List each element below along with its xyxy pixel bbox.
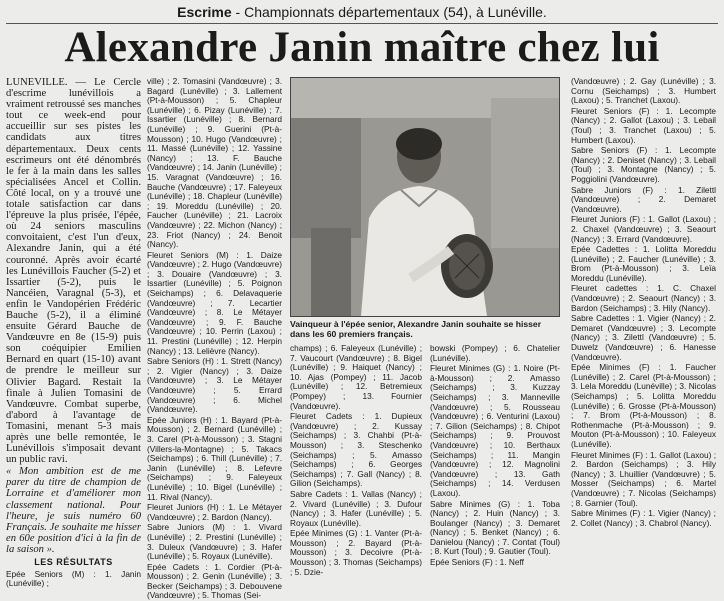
result-block: bowski (Pompey) ; 6. Chatelier (Lunéville). [430,343,560,363]
result-block: Sabre Cadets : 1. Vallas (Nancy) ; 2. Vivard (Lunéville) ; 3. Dufour (Nancy) ; 3. Hafer (Lunéville) ; 5. Royaux (Lunéville). [290,488,422,528]
result-block: Fleuret Seniors (F) : 1. Lecompte (Nancy) ; 2. Gallot (Laxou) ; 3. Lebail (Toul) ; 3. Tranchet (Laxou) ; 5. Humbert (Laxou). [571,105,716,145]
result-block: Fleuret Juniors (F) : 1. Gallot (Laxou) ; 2. Chaxel (Vandœuvre) ; 3. Seaourt (Nancy) ; 3. Errard (Vandœuvre). [571,214,716,244]
headline: Alexandre Janin maître chez lui [64,24,660,71]
result-block: ville) ; 2. Tomasini (Vandœuvre) ; 3. Bagard (Lunéville) ; 3. Lallement (Pt-à-Mousson) ; 5. Chapleur (Lunéville) ; 6. Pizay (Lunéville) ; 7. Issartier (Lunéville) ; 8. Bernard (Lunéville) ; 9. Guerini (Pt-à-Mousson) ; 10. Hugo (Vandœuvre) ; 11. Massé (Lunéville) ; 12. Yassine (Nancy) ; 13. F. Bauche (Vandœuvre) ; 14. Janin (Lunéville) ; 15. Varagnat (Vandœuvre) ; 16. Bauche (Vandœuvre) ; 17. Faleyeux (Lunéville) ; 18. Chapleur (Lunéville) ; 19. Moreddu (Lunéville) ; 20. Faucher (Lunéville) ; 21. Lacroix (Vandœuvre) ; 22. Michon (Nancy) ; 23. Friot (Nancy) ; 24. Benoit (Nancy). [147,76,282,250]
section-subtitle: - Championnats départementaux (54), à Lunéville. [231,4,547,20]
result-block: Sabre Minimes (G) : 1. Toba (Nancy) ; 2. Huin (Nancy) ; 3. Boulanger (Nancy) ; 3. Demaret (Nancy) ; 5. Benket (Nancy) ; 6. Danielou (Nancy) ; 7. Contat (Toul) ; 8. Kurt (Toul) ; 9. Gautier (Toul). [430,498,560,557]
section-name: Escrime [177,4,232,20]
result-block: Epée Cadettes : 1. Lolitta Moreddu (Lunéville) ; 2. Faucher (Lunéville) ; 3. Brom (Pt-à-Mousson) ; 3. Leïa Moreddu (Lunéville). [571,244,716,283]
result-block: Fleuret Juniors (H) : 1. Le Métayer (Vandœuvre) ; 2. Bardon (Nancy). [147,502,282,522]
result-block: Epée Minimes (F) : 1. Faucher (Lunéville) ; 2. Carel (Pt-à-Mousson) ; 3. Lela Moreddu (Lunéville) ; 3. Nicolas (Seichamps) ; 5. Lolitta Moreddu (Lunéville) ; 6. Grosse (Pt-à-Mousson) ; 7. Brom (Pt-à-Mousson) ; 8. Rothenmache (Pt-à-Mousson) ; 9. Mouton (Pt-à-Mousson) ; 10. Faleyeux (Lunéville). [571,362,716,449]
results-column-2 [147,76,282,601]
photo-caption: Vainqueur à l'épée senior, Alexandre Janin souhaite se hisser dans les 60 premiers français. [290,319,542,339]
result-block: Epée Minimes (G) : 1. Vanter (Pt-à-Mousson) ; 2. Bayard (Pt-à-Mousson) ; 3. Decoivre (Pt-à-Mousson) ; 3. Thomas (Seichamps) ; 5. Dzie- [290,528,422,577]
result-block: Sabre Minimes (F) : 1. Vigier (Nancy) ; 2. Collet (Nancy) ; 3. Chabrol (Nancy). [571,508,716,528]
result-block: Sabre Seniors (H) : 1. Strett (Nancy) ; 2. Vigier (Nancy) ; 3. Daize (Vandœuvre) ; 3. Le Métayer (Vandœuvre) ; 5. Errard (Vandœuvre) ; 6. Michel (Vandœuvre). [147,356,282,415]
results-title: LES RÉSULTATS [34,557,113,568]
result-block: champs) ; 6. Faleyeux (Lunéville) ; 7. Vaucourt (Vandœuvre) ; 8. Bigel (Lunéville) ; 9. Haiquet (Nancy) ; 10. Ajas (Pompey) ; 11. Jacob (Lunéville) ; 12. Betremieux (Pompey) ; 13. Fournier (Vandœuvre). [290,343,422,411]
result-block: Fleuret Cadets : 1. Dupieux (Vandœuvre) ; 2. Kussay (Seichamps) ; 3. Chahbi (Pt-à-Mousson) ; 3. Steschenko (Seichamps) ; 5. Amasso (Seichamps) ; 6. Georges (Seichamps) ; 7. Gall (Nancy) ; 8. Gilion (Seichamps). [290,411,422,489]
result-block: Epée Seniors (F) : 1. Neff [430,557,524,568]
result-block: Fleuret Seniors (M) : 1. Daize (Vandœuvre) ; 2. Hugo (Vandœuvre) ; 3. Douaire (Vandœuvre) ; 3. Issartier (Lunéville) ; 5. Poignon (Seichamps) ; 6. Delavaquerie (Vandœuvre) ; 7. Lecartier (Vandœuvre) ; 8. Le Métayer (Vandœuvre) ; 9. F. Bauche (Vandœuvre) ; 10. Perrin (Laxou) ; 11. Prestini (Lunéville) ; 12. Herpin (Nancy) ; 13. Lelièvre (Nancy). [147,249,282,356]
result-block: Fleuret cadettes : 1. C. Chaxel (Vandœuvre) ; 2. Seaourt (Nancy) ; 3. Bardon (Seichamps) ; 3. Hily (Nancy). [571,283,716,313]
results-column-5 [571,77,716,533]
results-column-4 [430,343,560,568]
result-block: Fleuret Minimes (G) : 1. Noire (Pt-à-Mousson) ; 2. Amasso (Seichamps) ; 3. Kuzzay (Seichamps) ; 3. Manneville (Vandœuvre) ; 5. Rousseau (Vandœuvre) ; 6. Venturini (Laxou) ; 7. Gilion (Seichamps) ; 8. Chipot (Seichamps) ; 9. Prouvost (Vandœuvre) ; 10. Berthaux (Seichamps) ; 11. Mangin (Vandœuvre) ; 12. Magnolini (Vandœuvre) ; 13. Gath (Seichamps) ; 14. Verdusen (Laxou). [430,363,560,498]
result-block: Sabre Seniors (F) : 1. Lecompte (Nancy) ; 2. Deniset (Nancy) ; 3. Lebail (Toul) ; 3. Montagne (Nancy) ; 5. Poggiolini (Vandœuvre). [571,145,716,184]
result-block: Sabre Cadettes : 1. Vigier (Nancy) ; 2. Demaret (Vandœuvre) ; 3. Lecompte (Nancy) ; 3. Zilettl (Vandœuvre) ; 5. Duwelz (Vandœuvre) ; 6. Hanesse (Vandœuvre). [571,313,716,362]
fencer-photo [290,77,560,317]
fencer-photo-illustration [291,78,559,316]
result-block: Epée Juniors (H) : 1. Bayard (Pt-à-Mousson) ; 2. Bernard (Lunéville) ; 3. Carel (Pt-à-Mousson) ; 3. Stagni (Villers-la-Montagne) ; 5. Takacs (Seichamps) ; 6. Thill (Lunéville) ; 7. Janin (Lunéville) ; 8. Lefevre (Seichamps) ; 9. Faleyeux (Lunéville) ; 10. Bigel (Lunéville) ; 11. Rival (Nancy). [147,414,282,502]
lead-column [6,77,141,589]
lead-paragraph: LUNEVILLE. — Le Cercle d'escrime lunévillois a vraiment retroussé ses manches tout ce week-end pour accueillir sur ses pistes les candidats aux titres départementaux. Deux cents escrimeurs ont été dénombrés le fer à la main dans les salles spécialisées Ancel et Collin. Côté local, on y a trouvé une totale satisfaction car dans l'épreuve la plus prisée, l'épée, où 24 seniors masculins convoitaient, c'est l'un d'eux, Alexandre Janin, qui a été couronné. Après avoir écarté les Lunévillois Faucher (5-2) et Issartier (5-2), puis le Nancéien, Varagnal (5-3), et enfin le Vandopérien Frédéric Bauche (5-2), il a éliminé ensuite Gérard Bauche de Vandœuvre en 8e (15-9) puis son coéquipier Emilien Bernard en quart (15-10) avant de prendre le meilleur sur Olivier Bagard. Restait la finale à Julien Tomasini de Vandœuvre. Combat superbe, d'abord à l'avantage de Tomasini, menant 5-3 mais après une belle remontée, le Lunévillois s'imposait devant un public ravi. [6,77,141,466]
results-col1-start: Epée Seniors (M) : 1. Janin (Lunéville) ; [6,568,141,589]
results-column-3 [290,343,422,577]
result-block: Fleuret Minimes (F) : 1. Gallot (Laxou) ; 2. Bardon (Seichamps) ; 3. Hily (Nancy) ; 3. Lhuillier (Vandœuvre) ; 5. Mosser (Seichamps) ; 6. Martel (Vandœuvre) ; 7. Nicolas (Seichamps) ; 8. Garnier (Toul). [571,449,716,508]
lead-quote: « Mon ambition est de me parer du titre de champion de Lorraine et d'améliorer mon classement national. Pour l'heure, je suis numéro 60 Français. Je souhaite me hisser en 60e position d'ici à la fin de la saison ». [6,466,141,555]
result-block: Epée Cadets : 1. Cordier (Pt-à-Mousson) ; 2. Genin (Lunéville) ; 3. Becker (Seichamps) ; 3. Debouvene (Vandœuvre) ; 5. Thomas (Sei- [147,561,282,601]
result-block: (Vandœuvre) ; 2. Gay (Lunéville) ; 3. Cornu (Seichamps) ; 3. Humbert (Laxou) ; 5. Tranchet (Laxou). [571,76,716,106]
result-block: Sabre Juniors (F) : 1. Zilettl (Vandœuvre) ; 2. Demaret (Vandœuvre). [571,184,716,214]
result-block: Sabre Juniors (M) : 1. Vivard (Lunéville) ; 2. Prestini (Lunéville) ; 3. Duleux (Vandœuvre) ; 3. Hafer (Lunéville) ; 5. Royaux (Lunéville). [147,522,282,562]
section-kicker [0,4,724,20]
